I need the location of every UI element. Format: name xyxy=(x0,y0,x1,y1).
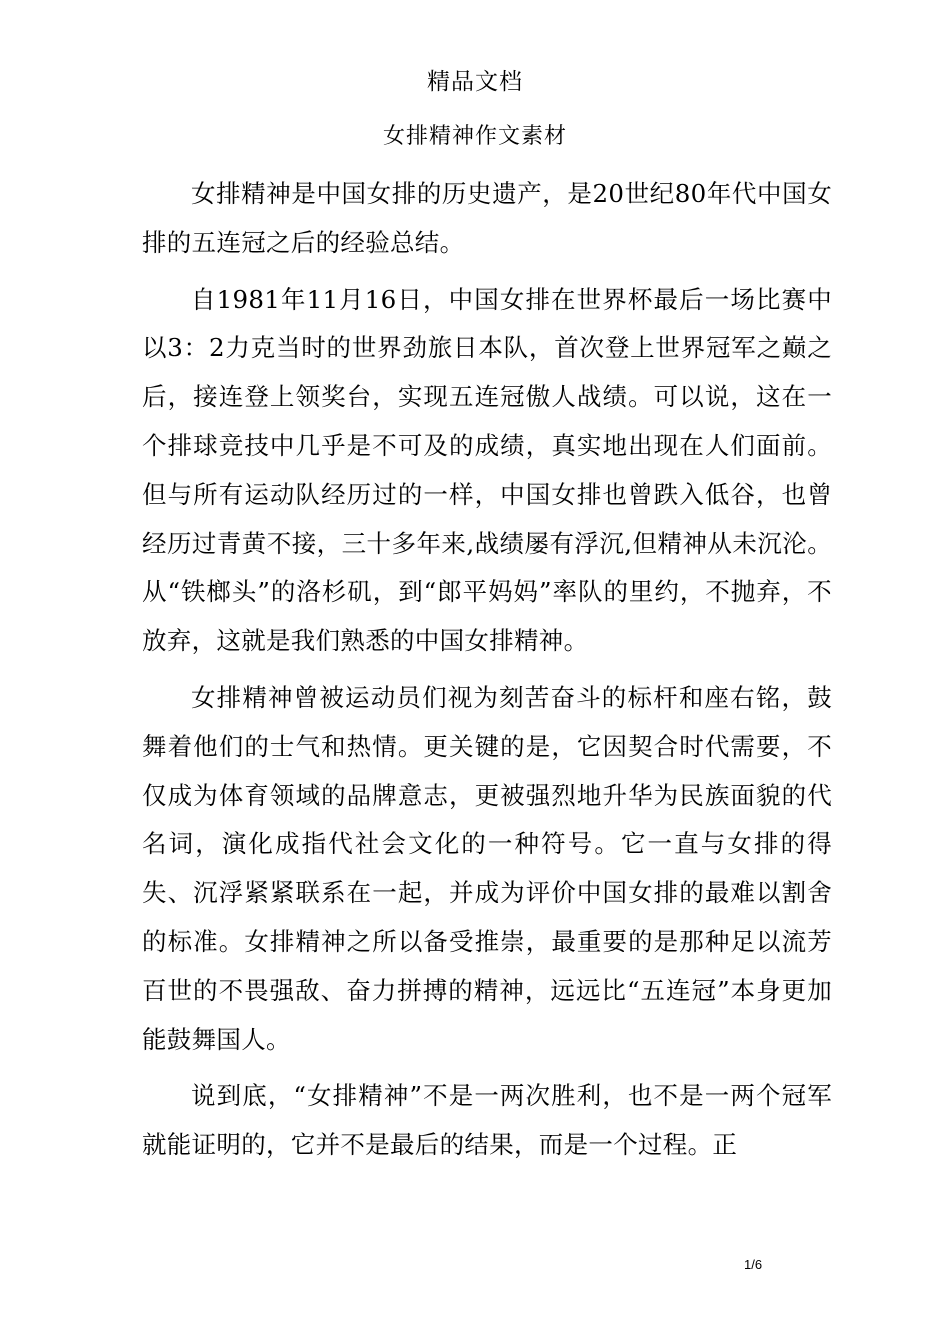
page-number: 1/6 xyxy=(744,1257,763,1272)
paragraph-4: 说到底，“女排精神”不是一两次胜利，也不是一两个冠军就能证明的，它并不是最后的结果，而是一个过程。正 xyxy=(142,1081,832,1160)
paragraph-1: 女排精神是中国女排的历史遗产，是20世纪80年代中国女排的五连冠之后的经验总结。 xyxy=(142,179,832,257)
page-header: 精品文档 xyxy=(427,69,523,95)
document-title: 女排精神作文素材 xyxy=(382,124,567,149)
document-body xyxy=(142,170,832,1170)
paragraph-3: 女排精神曾被运动员们视为刻苦奋斗的标杆和座右铭，鼓舞着他们的士气和热情。更关键的是，它因契合时代需要，不仅成为体育领域的品牌意志，更被强烈地升华为民族面貌的代名词，演化成指代社会文化的一种符号。它一直与女排的得失、沉浮紧紧联系在一起，并成为评价中国女排的最难以割舍的标准。女排精神之所以备受推崇，最重要的是那种足以流芳百世的不畏强敌、奋力拼搏的精神，远远比“五连冠”本身更加能鼓舞国人。 xyxy=(142,682,832,1054)
paragraph-2: 自1981年11月16日，中国女排在世界杯最后一场比赛中以3：2力克当时的世界劲旅日本队，首次登上世界冠军之巅之后，接连登上领奖台，实现五连冠傲人战绩。可以说，这在一个排球竞技中几乎是不可及的成绩，真实地出现在人们面前。但与所有运动队经历过的一样，中国女排也曾跌入低谷，也曾经历过青黄不接，三十多年来,战绩屡有浮沉,但精神从未沉沦。从“铁榔头”的洛杉矶，到“郎平妈妈”率队的里约，不抛弃，不放弃，这就是我们熟悉的中国女排精神。 xyxy=(142,284,832,656)
